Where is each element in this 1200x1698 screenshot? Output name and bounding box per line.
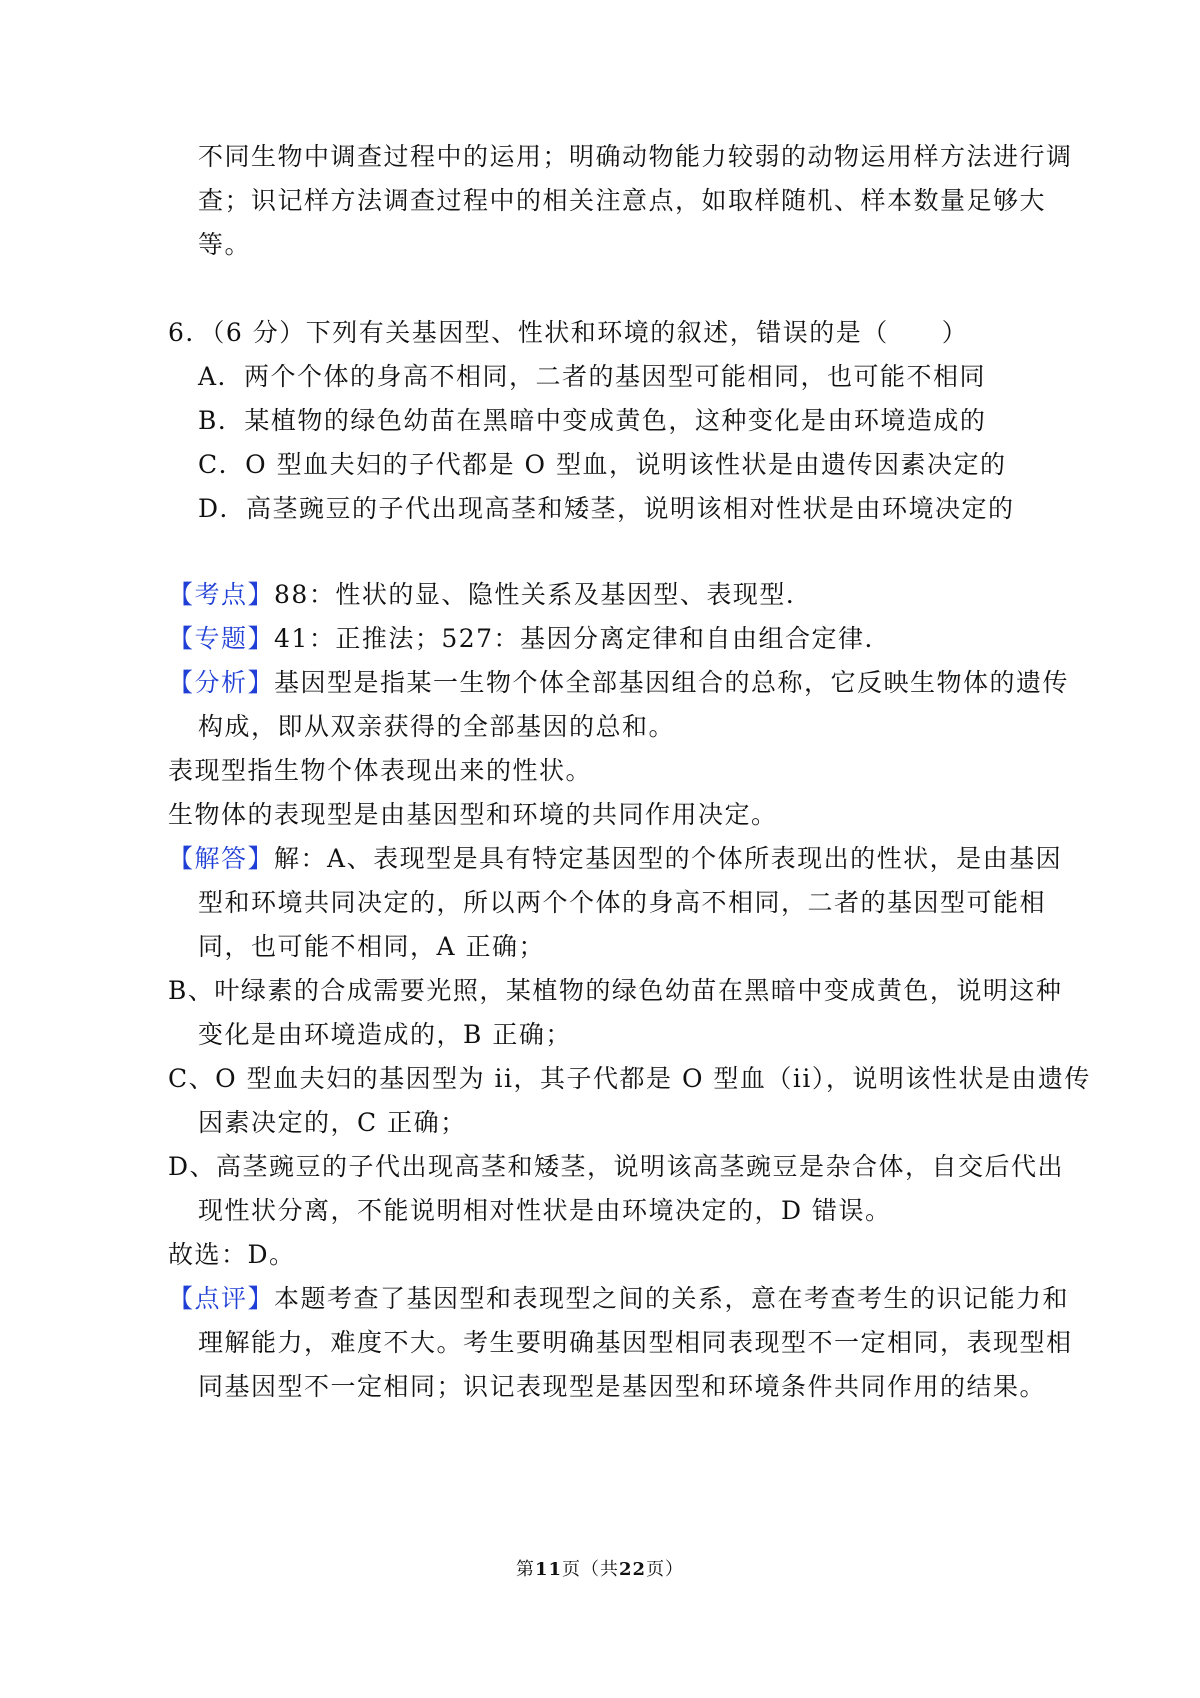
- page-footer: [0, 1558, 1200, 1582]
- option-c: C．O 型血夫妇的子代都是 O 型血，说明该性状是由遗传因素决定的: [198, 450, 1007, 479]
- footer-page-number: 11: [534, 1559, 562, 1580]
- kaodian-tag: 【考点】: [168, 580, 275, 609]
- dianping-line-1: 本题考查了基因型和表现型之间的关系，意在考查考生的识记能力和: [274, 1284, 1070, 1313]
- dianping-row: [168, 1282, 1069, 1316]
- footer-prefix: 第: [515, 1559, 535, 1580]
- footer-suffix: 页）: [646, 1559, 685, 1580]
- fenxi-tag: 【分析】: [168, 668, 275, 697]
- fenxi-line-2: 构成，即从双亲获得的全部基因的总和。: [198, 712, 676, 741]
- zhuanti-row: [168, 622, 891, 656]
- zhuanti-tag: 【专题】: [168, 624, 275, 653]
- jieda-line-7: 因素决定的，C 正确；: [198, 1108, 467, 1137]
- continuation-line-1: 不同生物中调查过程中的运用；明确动物能力较弱的动物运用样方法进行调: [198, 142, 1073, 171]
- jieda-tag: 【解答】: [168, 844, 275, 873]
- jieda-line-9: 现性状分离，不能说明相对性状是由环境决定的，D 错误。: [198, 1196, 892, 1225]
- jieda-line-5: 变化是由环境造成的，B 正确；: [198, 1020, 572, 1049]
- footer-middle: 页（共: [562, 1559, 619, 1580]
- jieda-row: [168, 842, 1062, 876]
- option-b: B．某植物的绿色幼苗在黑暗中变成黄色，这种变化是由环境造成的: [198, 406, 987, 435]
- fenxi-line-3: 表现型指生物个体表现出来的性状。: [168, 756, 593, 785]
- jieda-line-10: 故选：D。: [168, 1240, 296, 1269]
- dianping-line-2: 理解能力，难度不大。考生要明确基因型相同表现型不一定相同，表现型相: [198, 1328, 1073, 1357]
- zhuanti-text: 41：正推法；527：基因分离定律和自由组合定律．: [274, 624, 892, 653]
- fenxi-line-4: 生物体的表现型是由基因型和环境的共同作用决定。: [168, 800, 778, 829]
- jieda-line-2: 型和环境共同决定的，所以两个个体的身高不相同，二者的基因型可能相: [198, 888, 1047, 917]
- kaodian-text: 88：性状的显、隐性关系及基因型、表现型．: [274, 580, 813, 609]
- footer-total-pages: 22: [619, 1559, 647, 1580]
- kaodian-row: [168, 578, 812, 612]
- jieda-line-3: 同，也可能不相同，A 正确；: [198, 932, 546, 961]
- fenxi-row: [168, 666, 1069, 700]
- jieda-line-8: D、高茎豌豆的子代出现高茎和矮茎，说明该高茎豌豆是杂合体，自交后代出: [168, 1152, 1065, 1181]
- question-stem: 6．（6 分）下列有关基因型、性状和环境的叙述，错误的是（ ）: [168, 318, 969, 347]
- continuation-line-3: 等。: [198, 230, 252, 259]
- option-a: A．两个个体的身高不相同，二者的基因型可能相同，也可能不相同: [198, 362, 987, 391]
- jieda-line-1: 解：A、表现型是具有特定基因型的个体所表现出的性状，是由基因: [274, 844, 1063, 873]
- option-d: D．高茎豌豆的子代出现高茎和矮茎，说明该相对性状是由环境决定的: [198, 494, 1015, 523]
- jieda-line-6: C、O 型血夫妇的基因型为 ii，其子代都是 O 型血（ii），说明该性状是由遗传: [168, 1064, 1091, 1093]
- fenxi-line-1: 基因型是指某一生物个体全部基因组合的总称，它反映生物体的遗传: [274, 668, 1070, 697]
- continuation-line-2: 查；识记样方法调查过程中的相关注意点，如取样随机、样本数量足够大: [198, 186, 1047, 215]
- jieda-line-4: B、叶绿素的合成需要光照，某植物的绿色幼苗在黑暗中变成黄色，说明这种: [168, 976, 1063, 1005]
- dianping-tag: 【点评】: [168, 1284, 275, 1313]
- dianping-line-3: 同基因型不一定相同；识记表现型是基因型和环境条件共同作用的结果。: [198, 1372, 1047, 1401]
